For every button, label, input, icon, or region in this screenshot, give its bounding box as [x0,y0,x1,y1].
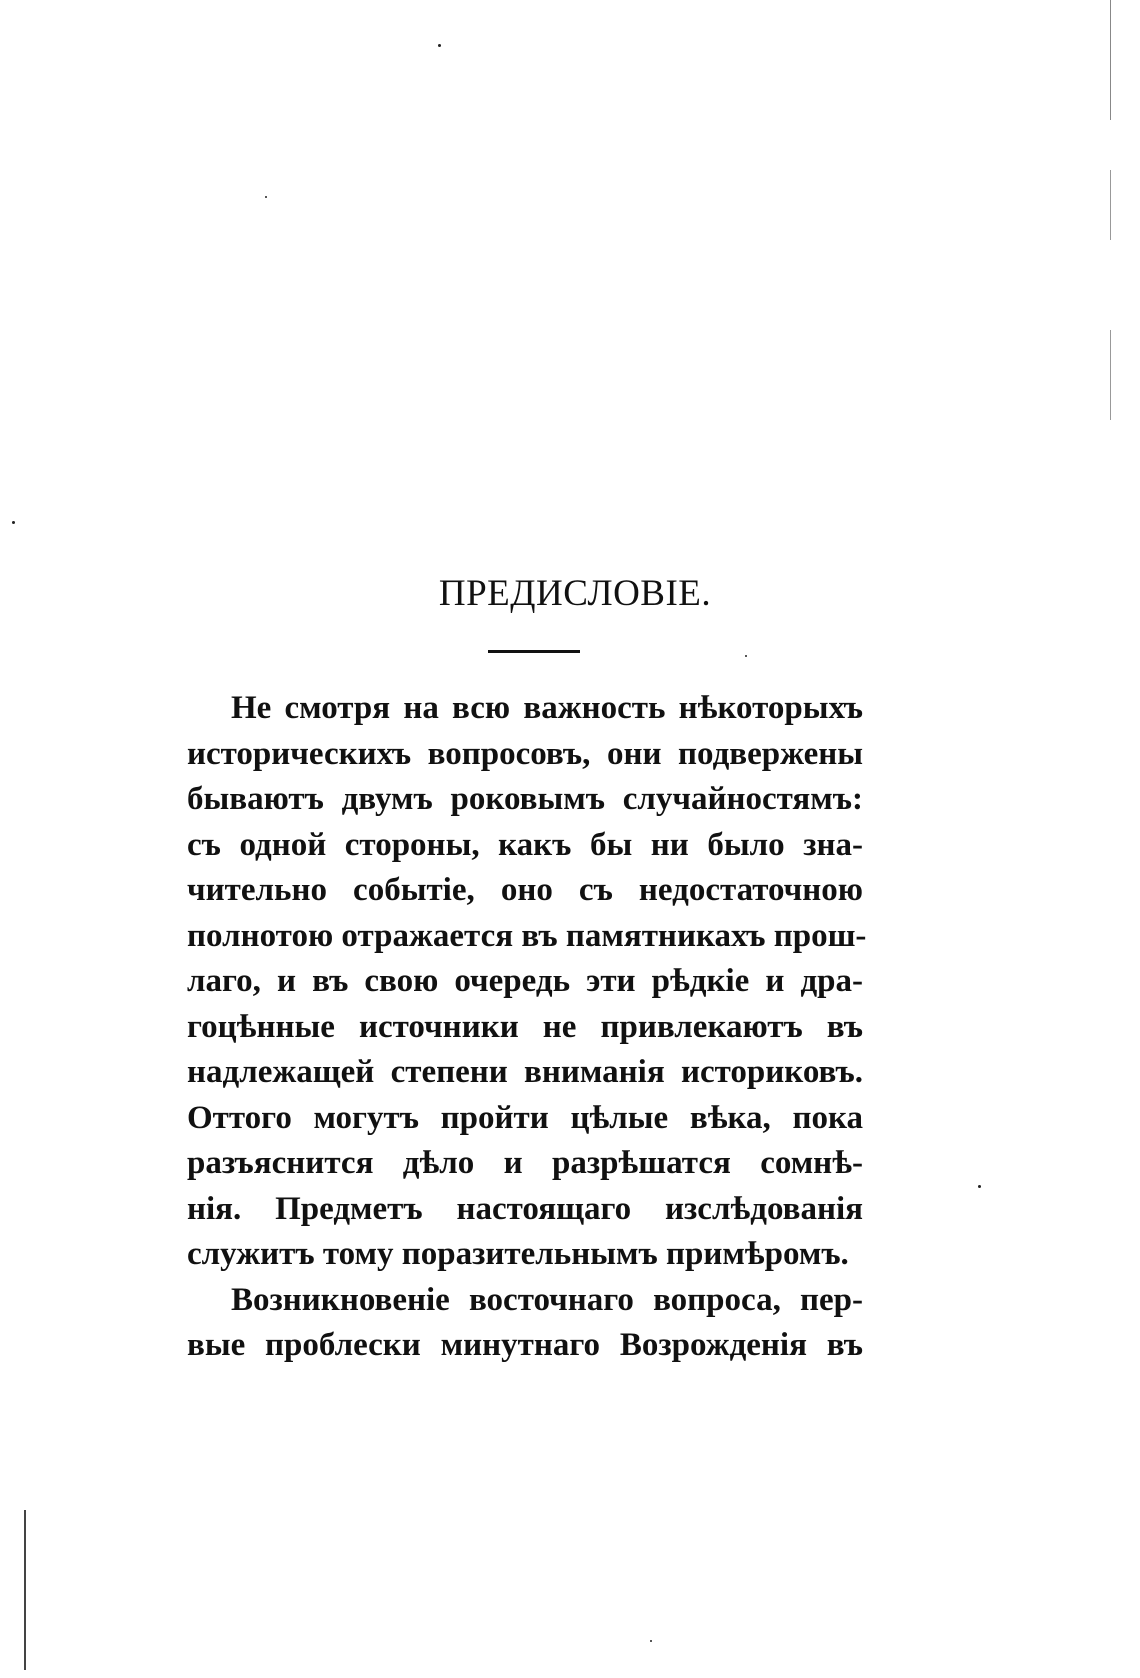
text-line: бываютъ двумъ роковымъ случайностямъ: [187,781,863,817]
page-edge-mark [1110,0,1111,120]
page-edge-mark [24,1510,26,1670]
text-line: полнотою отражается въ памятникахъ прош- [187,917,867,954]
text-line: вые проблески минутнаго Возрожденія въ [187,1327,863,1363]
scan-speck [650,1640,652,1642]
text-line: нія. Предметъ настоящаго изслѣдованія [187,1190,863,1227]
scan-speck [438,44,441,47]
page-edge-mark [1110,170,1111,240]
text-line: разъяснится дѣло и разрѣшатся сомнѣ- [187,1145,863,1181]
scan-speck [12,521,15,524]
text-line: гоцѣнные источники не привлекаютъ въ [187,1008,863,1045]
text-line: чительно событіе, оно съ недостаточною [187,872,863,908]
text-line: служитъ тому поразительнымъ примѣромъ. [187,1236,849,1272]
text-line: Возникновеніе восточнаго вопроса, пер- [231,1281,863,1318]
text-line: историческихъ вопросовъ, они подвержены [187,735,863,772]
text-line: надлежащей степени вниманія историковъ. [187,1054,863,1090]
text-line: лаго, и въ свою очередь эти рѣдкіе и дра- [187,963,863,999]
page-edge-mark [1110,330,1111,420]
page-title: ПРЕДИСЛОВІЕ. [438,573,712,614]
scan-speck [745,655,747,657]
text-line: съ одной стороны, какъ бы ни было зна- [187,826,863,863]
title-rule [488,650,580,653]
text-line: Оттого могутъ пройти цѣлые вѣка, пока [187,1099,863,1136]
scan-speck [978,1185,981,1188]
scan-speck [265,196,267,198]
preface-text [187,686,867,1369]
text-line: Не смотря на всю важность нѣкоторыхъ [231,690,863,726]
